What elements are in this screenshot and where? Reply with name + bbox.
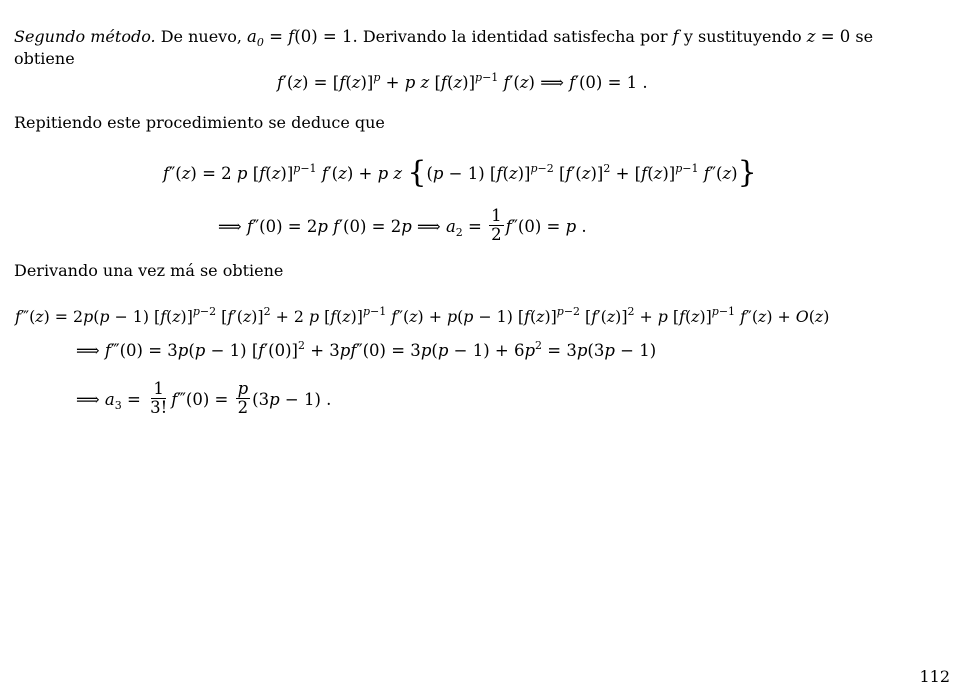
- paragraph-repitiendo: Repitiendo este procedimiento se deduce que: [14, 113, 385, 132]
- equation-second-derivative: f″(z) = 2 p $[f(z)]^{p-1}$ f′(z) + p z {(p − 1) $[f(z)]^{p-2}$ $[f'(z)]^2 + [f(z)]^{p-1}$ f″(z)}: [163, 155, 757, 190]
- equation-a3: ⟹ $a_3$ = $\frac{1}{3!}$ f‴(0) = $\frac{p}{2}$ (3p − 1) .: [76, 379, 332, 417]
- text-obtiene: obtiene: [14, 49, 75, 68]
- math-z0: z = 0: [806, 27, 851, 46]
- page-number: 112: [919, 667, 950, 686]
- equation-third-derivative: f‴(z) = 2p(p − 1) $[f(z)]^{p-2}$ $[f'(z)]^2 + 2$ p $[f(z)]^{p-1}$ f″(z) + p(p − 1) $[f(z)]^{p-2}$ $[f'(z)]^2 + p$ $[f(z)]^{p-1}$ f″(z) + O(z): [15, 305, 830, 326]
- paragraph-segundo-metodo: [14, 26, 873, 48]
- equation-a2: ⟹ f″(0) = 2p f′(0) = 2p ⟹ $a_2$ = $\frac{1}{2}$ f″(0) = p .: [218, 206, 587, 244]
- math-a0: $a_0 = f(0) = 1$.: [247, 27, 358, 49]
- paragraph-derivando: Derivando una vez má se obtiene: [14, 261, 284, 280]
- equation-f3-zero: ⟹ f‴(0) = 3p(p − 1) $[f'(0)]^2 + 3pf''(0) = 3p(p - 1) + 6p^2 = 3p(3p - 1)$: [76, 339, 657, 360]
- text-de-nuevo: De nuevo,: [155, 27, 248, 46]
- text-se: se: [850, 27, 874, 46]
- math-f: f: [672, 27, 679, 46]
- lead-italic: Segundo método.: [14, 27, 156, 46]
- text-derivando: Derivando la identidad satisfecha por: [357, 27, 673, 46]
- equation-first-derivative: $f'(z) = [f(z)]^p + p$ z $[f(z)]^{p-1}$ f′(z) ⟹ f′(0) = 1 .: [277, 71, 648, 92]
- text-sustituyendo: y sustituyendo: [678, 27, 807, 46]
